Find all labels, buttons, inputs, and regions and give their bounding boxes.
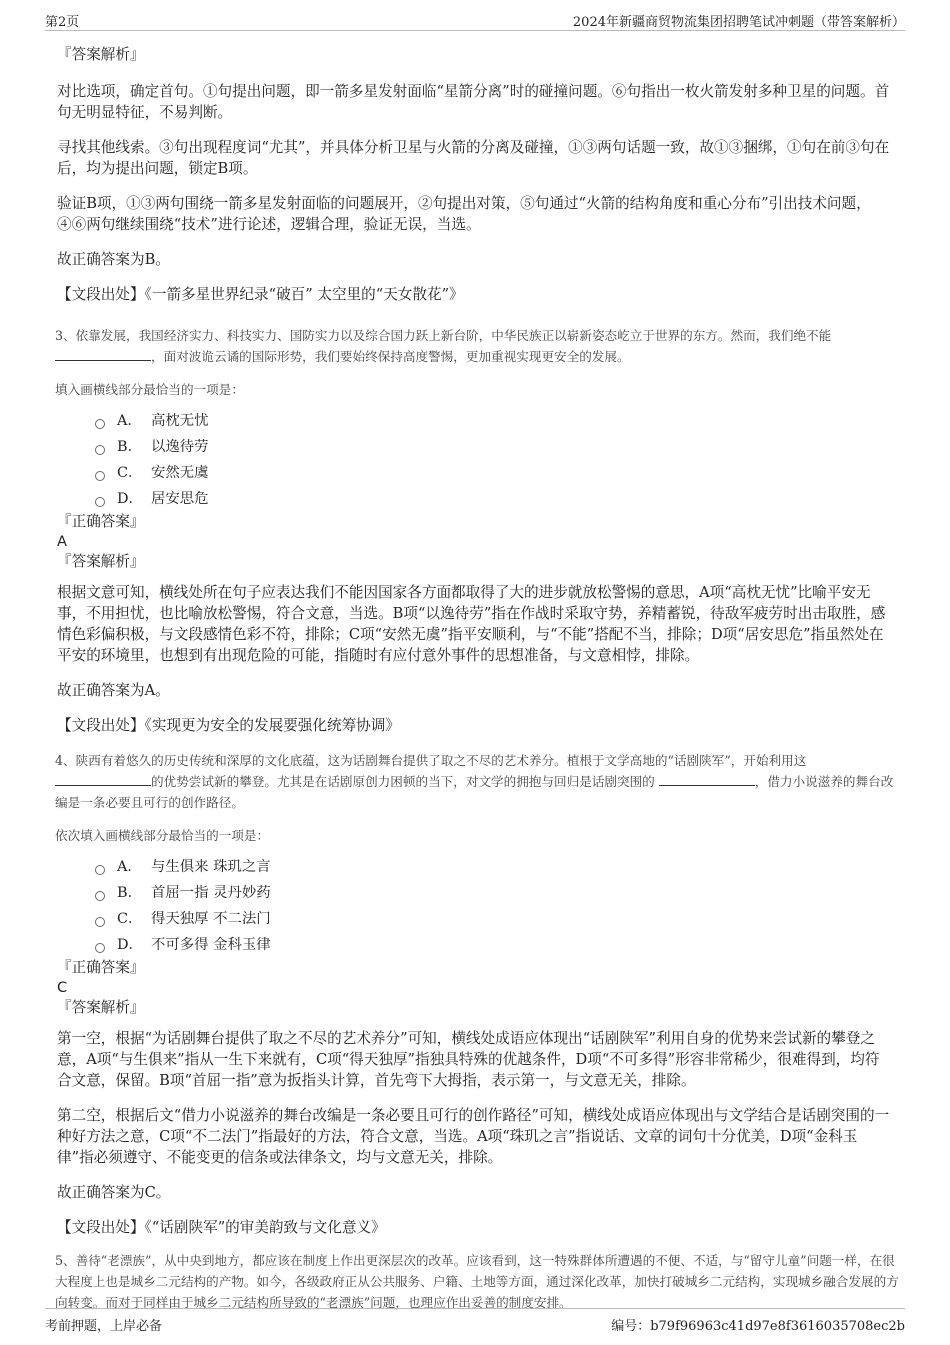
- stem-text: 的优势尝试新的攀登。尤其是在话剧原创力困顿的当下，对文学的拥抱与回归是话剧突围的: [151, 774, 655, 789]
- stem-text: ，借力小说滋养的舞台改编是一条必要且可行的创作路径。: [55, 774, 894, 810]
- correct-answer: C: [57, 979, 68, 996]
- correct-answer: A: [57, 533, 67, 550]
- radio-icon[interactable]: [95, 419, 105, 429]
- correct-answer-label: 『正确答案』: [57, 513, 145, 530]
- page-header: [45, 8, 905, 31]
- option-d[interactable]: D． 不可多得 金科玉律: [95, 932, 905, 958]
- option-a[interactable]: A． 高枕无忧: [95, 408, 905, 434]
- option-b[interactable]: B． 首屈一指 灵丹妙药: [95, 880, 905, 906]
- question-5-stem: 5、善待“老漂族”，从中央到地方，都应该在制度上作出更深层次的改革。应该看到，这一特殊群体所遭遇的不便、不适，与“留守儿童”问题一样，在很大程度上也是城乡二元结构的产物。如今，各级政府正从公共服务、户籍、土地等方面，通过深化改革，加快打破城乡二元结构，实现城乡融合发展的方向转变。而对于同样由于城乡二元结构所导致的“老漂族”问题，也理应作出妥善的制度安排。: [55, 1253, 899, 1310]
- page-number: 第2页: [45, 15, 80, 30]
- option-c[interactable]: C． 安然无虞: [95, 460, 905, 486]
- q4-analysis: [45, 1028, 905, 1238]
- radio-icon[interactable]: [95, 445, 105, 455]
- q2-analysis: [45, 81, 905, 305]
- page-footer: [45, 1308, 905, 1337]
- q2-analysis-label: 『答案解析』: [57, 46, 145, 63]
- radio-icon[interactable]: [95, 891, 105, 901]
- paragraph: 对比选项，确定首句。①句提出问题，即一箭多星发射面临“星箭分离”时的碰撞问题。⑥句指出一枚火箭发射多种卫星的问题。首句无明显特征，不易判断。: [57, 83, 890, 121]
- radio-icon[interactable]: [95, 917, 105, 927]
- analysis-label: 『答案解析』: [57, 999, 145, 1016]
- paragraph: 第二空，根据后文“借力小说滋养的舞台改编是一条必要且可行的创作路径”可知，横线处成语应体现出与文学结合是话剧突围的一种好方法之意，C项“不二法门”指最好的方法，符合文意，当选。A项“珠玑之言”指说话、文章的词句十分优美，D项“金科玉律”指必须遵守、不能变更的信条或法律条文，均与文意无关，排除。: [57, 1107, 890, 1166]
- stem-text: 3、依靠发展，我国经济实力、科技实力、国防实力以及综合国力跃上新台阶，中华民族正以崭新姿态屹立于世界的东方。然而，我们绝不能: [55, 328, 832, 343]
- paragraph: 根据文意可知，横线处所在句子应表达我们不能因国家各方面都取得了大的进步就放松警惕的意思，A项“高枕无忧”比喻平安无事，不用担忧，也比喻放松警惕，符合文意，当选。B项“以逸待劳”指在作战时采取守势，养精蓄锐，待敌军疲劳时出击取胜，感情色彩偏积极，与文段感情色彩不符，排除；C项“安然无虞”指平安顺利，与“不能”搭配不当，排除；D项“居安思危”指虽然处在平安的环境里，也想到有出现危险的可能，指随时有应付意外事件的思想准备，与文意相悖，排除。: [57, 584, 886, 664]
- paragraph: 故正确答案为C。: [57, 1184, 171, 1201]
- footer-slogan: 考前押题，上岸必备: [45, 1319, 163, 1334]
- fill-blank: [55, 771, 151, 786]
- page-body: [45, 40, 905, 1313]
- option-d[interactable]: D． 居安思危: [95, 486, 905, 512]
- radio-icon[interactable]: [95, 943, 105, 953]
- question-3-options: [45, 408, 905, 512]
- q3-analysis: [45, 582, 905, 736]
- radio-icon[interactable]: [95, 497, 105, 507]
- radio-icon[interactable]: [95, 471, 105, 481]
- radio-icon[interactable]: [95, 865, 105, 875]
- paragraph: 故正确答案为B。: [57, 251, 170, 268]
- source-citation: 【文段出处】《实现更为安全的发展要强化统筹协调》: [57, 717, 400, 734]
- document-title: 2024年新疆商贸物流集团招聘笔试冲刺题（带答案解析）: [572, 15, 905, 30]
- correct-answer-label: 『正确答案』: [57, 959, 145, 976]
- analysis-label: 『答案解析』: [57, 553, 145, 570]
- option-a[interactable]: A． 与生俱来 珠玑之言: [95, 854, 905, 880]
- question-4-options: [45, 854, 905, 958]
- paragraph: 寻找其他线索。③句出现程度词“尤其”，并具体分析卫星与火箭的分离及碰撞，①③两句话题一致，故①③捆绑，①句在前③句在后，均为提出问题，锁定B项。: [57, 139, 890, 177]
- paragraph: 验证B项，①③两句围绕一箭多星发射面临的问题展开，②句提出对策，⑤句通过“火箭的结构角度和重心分布”引出技术问题，④⑥两句继续围绕“技术”进行论述，逻辑合理，验证无误，当选。: [57, 195, 871, 233]
- option-b[interactable]: B． 以逸待劳: [95, 434, 905, 460]
- stem-text: ，面对波诡云谲的国际形势，我们要始终保持高度警惕，更加重视实现更安全的发展。: [151, 349, 630, 364]
- source-citation: 【文段出处】《“话剧陕军”的审美韵致与文化意义》: [57, 1219, 386, 1236]
- paragraph: 第一空，根据“为话剧舞台提供了取之不尽的艺术养分”可知，横线处成语应体现出“话剧陕军”利用自身的优势来尝试新的攀登之意，A项“与生俱来”指从一生下来就有，C项“得天独厚”指独具特殊的优越条件，D项“不可多得”形容非常稀少，很难得到，均符合文意，保留。B项“首屈一指”意为扳指头计算，首先弯下大拇指，表示第一，与文意无关，排除。: [57, 1030, 880, 1089]
- fill-blank: [55, 346, 151, 361]
- fill-blank: [659, 771, 755, 786]
- question-4-prompt: 依次填入画横线部分最恰当的一项是：: [55, 828, 270, 843]
- question-3-stem: [45, 325, 905, 367]
- question-3-prompt: 填入画横线部分最恰当的一项是：: [55, 382, 244, 397]
- source-citation: 【文段出处】《一箭多星世界纪录“破百” 太空里的“天女散花”》: [57, 286, 464, 303]
- option-c[interactable]: C． 得天独厚 不二法门: [95, 906, 905, 932]
- document-id: 编号：b79f96963c41d97e8f3616035708ec2b: [611, 1319, 905, 1334]
- paragraph: 故正确答案为A。: [57, 682, 170, 699]
- stem-text: 4、陕西有着悠久的历史传统和深厚的文化底蕴，这为话剧舞台提供了取之不尽的艺术养分。植根于文学高地的“话剧陕军”，开始利用这: [55, 753, 807, 768]
- question-4-stem: [45, 750, 905, 813]
